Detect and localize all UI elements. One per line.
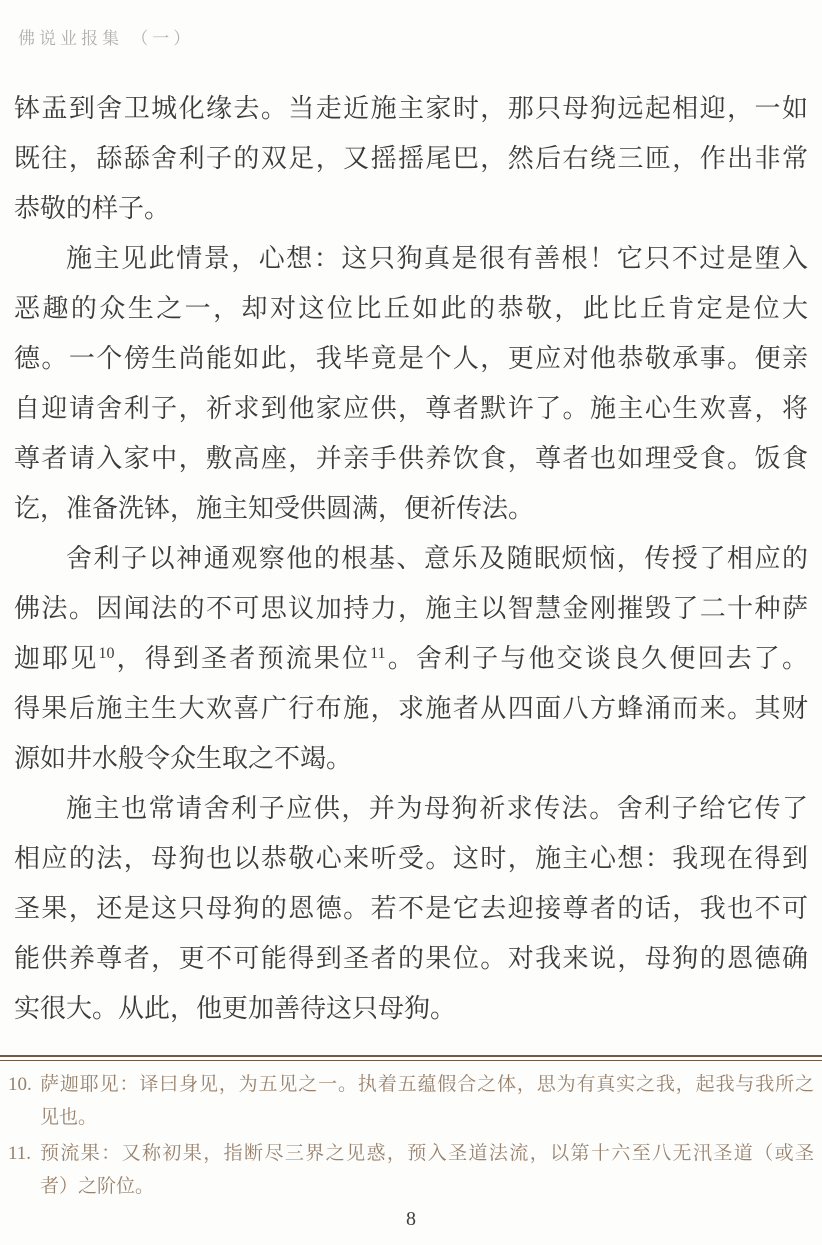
- footnote-line: 者）之阶位。: [40, 1176, 155, 1197]
- footnote-ref-10: 10: [98, 645, 115, 662]
- text-line: 相应的法，母狗也以恭敬心来听受。这时，施主心想：我现在得到: [14, 844, 808, 873]
- paragraph: [14, 84, 808, 234]
- footnote-line: 预流果：又称初果，指断尽三界之见惑，预入圣道法流，以第十六至八无汛圣道（或圣: [40, 1143, 814, 1164]
- paragraph: [14, 534, 808, 784]
- footnote-line: 见也。: [40, 1107, 98, 1128]
- text-line: 佛法。因闻法的不可思议加持力，施主以智慧金刚摧毁了二十种萨: [14, 594, 808, 623]
- footnote-number: 11.: [8, 1143, 32, 1164]
- text-line: 恶趣的众生之一，却对这位比丘如此的恭敬，此比丘肯定是位大: [14, 294, 808, 323]
- page-number: 8: [406, 1208, 416, 1230]
- text-line: 既往，舔舔舍利子的双足，又摇摇尾巴，然后右绕三匝，作出非常: [14, 144, 808, 173]
- footnote-text: [40, 1068, 814, 1134]
- text-line: 恭敬的样子。: [14, 194, 171, 223]
- text-segment: 。舍利子与他交谈良久便回去了。: [385, 644, 808, 673]
- paragraph: [14, 784, 808, 1034]
- text-line: 施主也常请舍利子应供，并为母狗祈求传法。舍利子给它传了: [66, 794, 808, 823]
- text-segment: ，得到圣者预流果位: [114, 644, 371, 673]
- text-line: [14, 634, 808, 684]
- text-segment: 迦耶见: [14, 644, 99, 673]
- text-line: 实很大。从此，他更加善待这只母狗。: [14, 994, 457, 1023]
- footnote-area: [0, 1055, 822, 1206]
- text-line: 施主见此情景，心想：这只狗真是很有善根！它只不过是堕入: [66, 244, 808, 273]
- text-line: 舍利子以神通观察他的根基、意乐及随眠烦恼，传授了相应的: [66, 544, 808, 573]
- footnote-separator-rule: [0, 1055, 822, 1061]
- footnote-line: 萨迦耶见：译曰身见，为五见之一。执着五蕴假合之体，思为有真实之我，起我与我所之: [40, 1074, 814, 1095]
- text-line: 圣果，还是这只母狗的恩德。若不是它去迎接尊者的话，我也不可: [14, 894, 808, 923]
- paragraph: [14, 234, 808, 534]
- footnote-10: [0, 1068, 822, 1134]
- text-line: 自迎请舍利子，祈求到他家应供，尊者默许了。施主心生欢喜，将: [14, 394, 808, 423]
- text-line: 尊者请入家中，敷高座，并亲手供养饮食，尊者也如理受食。饭食: [14, 444, 808, 473]
- text-line: 源如井水般令众生取之不竭。: [14, 744, 353, 773]
- text-line: 得果后施主生大欢喜广行布施，求施者从四面八方蜂涌而来。其财: [14, 694, 808, 723]
- footnote-ref-11: 11: [370, 645, 386, 662]
- footnote-text: [40, 1137, 814, 1203]
- text-line: 讫，准备洗钵，施主知受供圆满，便祈传法。: [14, 494, 535, 523]
- running-header: 佛说业报集 （一）: [18, 29, 195, 48]
- footnote-number: 10.: [8, 1074, 32, 1095]
- body-text: [14, 84, 808, 1034]
- footnote-11: [0, 1137, 822, 1203]
- text-line: 钵盂到舍卫城化缘去。当走近施主家时，那只母狗远起相迎，一如: [14, 94, 808, 123]
- text-line: 德。一个傍生尚能如此，我毕竟是个人，更应对他恭敬承事。便亲: [14, 344, 808, 373]
- text-line: 能供养尊者，更不可能得到圣者的果位。对我来说，母狗的恩德确: [14, 944, 808, 973]
